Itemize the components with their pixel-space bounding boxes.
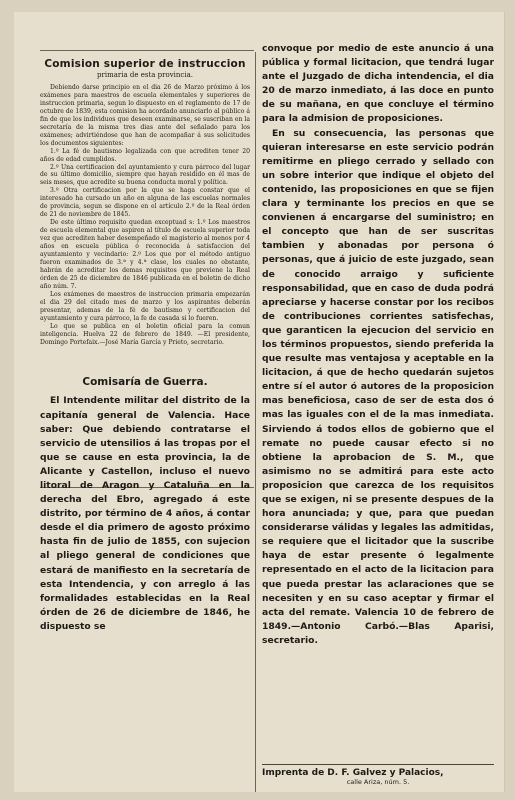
paragraph: 2.º Una certificacion del ayuntamiento y cura párroco del lugar de su último domicilio, siempre que hayan residido en él mas de seis meses, que acredite su buena conducta moral y política. [40,163,250,187]
paragraph: convoque por medio de este anuncio á una pública y formal licitacion, que tendrá lugar ante el Juzgado de dicha intendencia, el dia 20 de marzo inmediato, á las doce en punto de su mañana, en que concluye el término para la admision de proposiciones. [262,43,494,125]
guerra-continuation [262,42,494,648]
section-title-instruccion: Comision superior de instruccion [44,58,246,70]
guerra-text [40,394,250,634]
printer-name: Imprenta de D. F. Galvez y Palacios, [262,768,444,778]
instruccion-text [40,84,250,346]
left-column [40,42,250,634]
paragraph: El Intendente militar del distrito de la capitanía general de Valencia. Hace saber: Que debiendo contratarse el servicio de utensilios á las tropas por el que se cause en esta provincia, la de Alicante y Castellon, incluso el nuevo litoral de Aragon y Cataluña en la derecha del Ebro, agregado á este distrito, por término de 4 años, á contar desde el dia primero de agosto próximo hasta fin de julio de 1855, con sujecion al pliego general de condiciones que estará de manifiesto en la secretaría de esta Intendencia, y con arreglo á las formalidades establecidas en la Real órden de 26 de diciembre de 1846, he dispuesto se [40,395,250,632]
paragraph: Debiendo darse principio en el dia 26 de Marzo próximo á los exámenes para maestros de escuela elementales y superiores de instruccion primaria, segun lo dispuesto en el reglamento de 17 de octubre de 1839, esta comision ha acordado anunciarlo al público á fin de que los individuos que deseen examinarse, se suscriban en la secretaría de la misma tres dias ante del señalado para los exámenes; advirtiéndose que han de acompañar á sus solicitudes los documentos siguientes: [40,84,250,147]
paragraph: 1.º La fé de bautismo legalizada con que acrediten tener 20 años de edad cumplidos. [40,147,250,163]
paragraph: Lo que se publica en el boletin oficial para la comun inteligencia. Huelva 22 de febrero de 1849. —El presidente, Domingo Portefaix.—José María García y Prieto, secretario. [40,322,250,346]
section-subtitle: primaria de esta provincia. [97,71,193,79]
printer-address: calle Ariza, núm. 5. [346,778,410,786]
paragraph: 3.º Otra certificacion por la que se haga constar que el interesado ha cursado un año en alguna de las escuelas normales de provincia, segun se dispone en el artículo 2.º de la Real órden de 21 de noviembre de 1845. [40,187,250,219]
printer-imprint [262,764,494,786]
paragraph: Los exámenes de maestros de instruccion primaria empezarán el dia 29 del citado mes de marzo y los aspirantes deberán presentar, ademas de la fé de bautismo y certificacion del ayuntamiento y cura párroco, la fe de casada si lo fueren. [40,290,250,322]
section-title-guerra: Comisaría de Guerra. [82,376,208,389]
right-column [262,42,494,648]
paragraph: De este último requisito quedan exceptuad s: 1.º Los maestros de escuela elemental que aspiren al título de escuela superior toda vez que acrediten haber desempeñado el magisterio al menos por 4 años en escuela pública ó reconocida á satisfaccion del ayuntamiento y vecindario: 2.º Los que por el método antiguo fueron examinados de 3.ª y 4.ª clase, los cuales no obstante, habrán de acreditar los demas requisitos que previene la Real órden de 25 de diciembre de 1846 publicada en el boletin de dicho año núm. 7. [40,219,250,290]
column-divider [255,52,256,792]
paragraph: En su consecuencia, las personas que quieran interesarse en este servicio podrán remitirme en pliego cerrado y sellado con un sobre interior que indique el objeto del contenido, las proposiciones en que se fijen clara y terminante los precios en que se convienen á encargarse del suministro; en el concepto que han de ser suscritas tambien y abonadas por persona ó personas, que á juicio de este juzgado, sean de conocido arraigo y suficiente responsabilidad, que en caso de duda podrá apreciarse y hacerse constar por los recibos de contribuciones corrientes satisfechas, que garanticen la ejecucion del servicio en los términos propuestos, siendo preferida la que resulte mas ventajosa y aceptable en la licitacion, á que de hecho quedarán sujetos entre sí el autor ó autores de la proposicion mas beneficiosa, caso de ser de esta dos ó mas las iguales con el de la mas inmediata. Sirviendo á todos ellos de gobierno que el remate no puede causar efecto si no obtiene la aprobacion de S. M., que asimismo no se admitirá para este acto proposicion que carezca de los requisitos que se exigen, ni se presente despues de la hora anunciada; y que, para que puedan considerarse válidas y legales las admitidas, se requiere que el licitador que la suscribe haya de estar presente ó legalmente representado en el acto de la licitacion para que pueda prestar las aclaraciones que se necesiten y en su caso aceptar y firmar el acta del remate. Valencia 10 de febrero de 1849.—Antonio Carbó.—Blas Aparisi, secretario. [262,127,494,646]
